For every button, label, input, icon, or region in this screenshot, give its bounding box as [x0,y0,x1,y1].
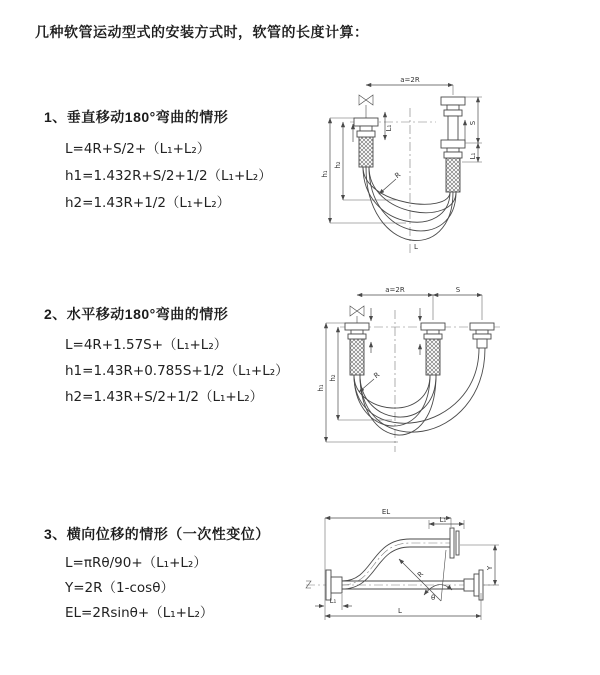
radius-label: R [393,170,403,181]
dim-label-el: EL [381,508,391,516]
section-3-formula-y: Y=2R（1-cosθ） [65,580,174,596]
hose-curves [363,167,456,241]
dimension-l [325,593,481,620]
length-label: L [414,243,418,251]
right-flange [464,570,483,600]
section-1-heading: 1、垂直移动180°弯曲的情形 [44,109,229,125]
section-1-formula-l: L=4R+S/2+（L₁+L₂） [65,141,211,157]
valve-icon [350,306,364,323]
diagram-vertical-180-bend [310,70,600,260]
angle-label: θ [431,594,436,602]
dim-label-l1-left: L₁ [385,124,393,132]
dimension-a2r [366,76,453,95]
left-flange [326,570,342,600]
radius-label: R [416,570,426,580]
dim-label-l1-top: L₁ [439,516,447,524]
dimension-l1-bottom [315,594,352,610]
dim-label-s: S [455,286,461,294]
section-2-formula-l: L=4R+1.57S+（L₁+L₂） [65,337,228,353]
centerline-break-mark [306,581,311,588]
dim-label-a2r: a=2R [400,76,420,84]
radius-construction [399,550,452,602]
diagram-lateral-displacement [298,498,598,640]
dim-label-a2r: a=2R [385,286,405,294]
section-1-formula-h2: h2=1.43R+1/2（L₁+L₂） [65,195,231,211]
diagram-horizontal-180-bend [310,280,600,460]
radius-label: R [372,370,382,381]
left-pipe-fitting [345,323,369,375]
dim-label-h2: h₂ [329,374,337,382]
dim-label-h1: h₁ [317,384,325,392]
section-2-formula-h2: h2=1.43R+S/2+1/2（L₁+L₂） [65,389,264,405]
dimension-el [325,508,451,620]
section-3-formula-el: EL=2Rsinθ+（L₁+L₂） [65,605,214,621]
dim-label-y: Y [486,565,494,571]
dim-label-h2: h₂ [334,161,342,169]
section-3-formula-l: L=πRθ/90+（L₁+L₂） [65,555,207,571]
section-2-formula-h1: h1=1.43R+0.785S+1/2（L₁+L₂） [65,363,289,379]
dimension-s [465,97,482,143]
dim-label-l: L [398,607,402,615]
dim-label-s: S [469,120,477,126]
left-pipe-fitting [354,118,378,167]
dimension-s [433,286,482,320]
dimension-l1-left [385,112,393,140]
middle-pipe-fitting [421,323,445,375]
fitting-length-arrows [371,308,420,355]
dim-label-l1-bottom: L₁ [329,597,337,605]
section-2-heading: 2、水平移动180°弯曲的情形 [44,306,229,322]
right-pipe-fitting [470,323,494,348]
section-1-formula-h1: h1=1.432R+S/2+1/2（L₁+L₂） [65,168,272,184]
dim-label-h1: h₁ [321,170,329,178]
curved-hose-position [342,539,450,589]
page-title: 几种软管运动型式的安装方式时，软管的长度计算： [35,24,369,40]
valve-icon [359,95,373,118]
dim-label-l1-right: L₁ [469,152,477,160]
radius-callout [379,171,402,194]
right-pipe-fitting [441,97,465,192]
section-3-heading: 3、横向位移的情形（一次性变位） [44,526,270,542]
upper-flange [450,528,459,558]
